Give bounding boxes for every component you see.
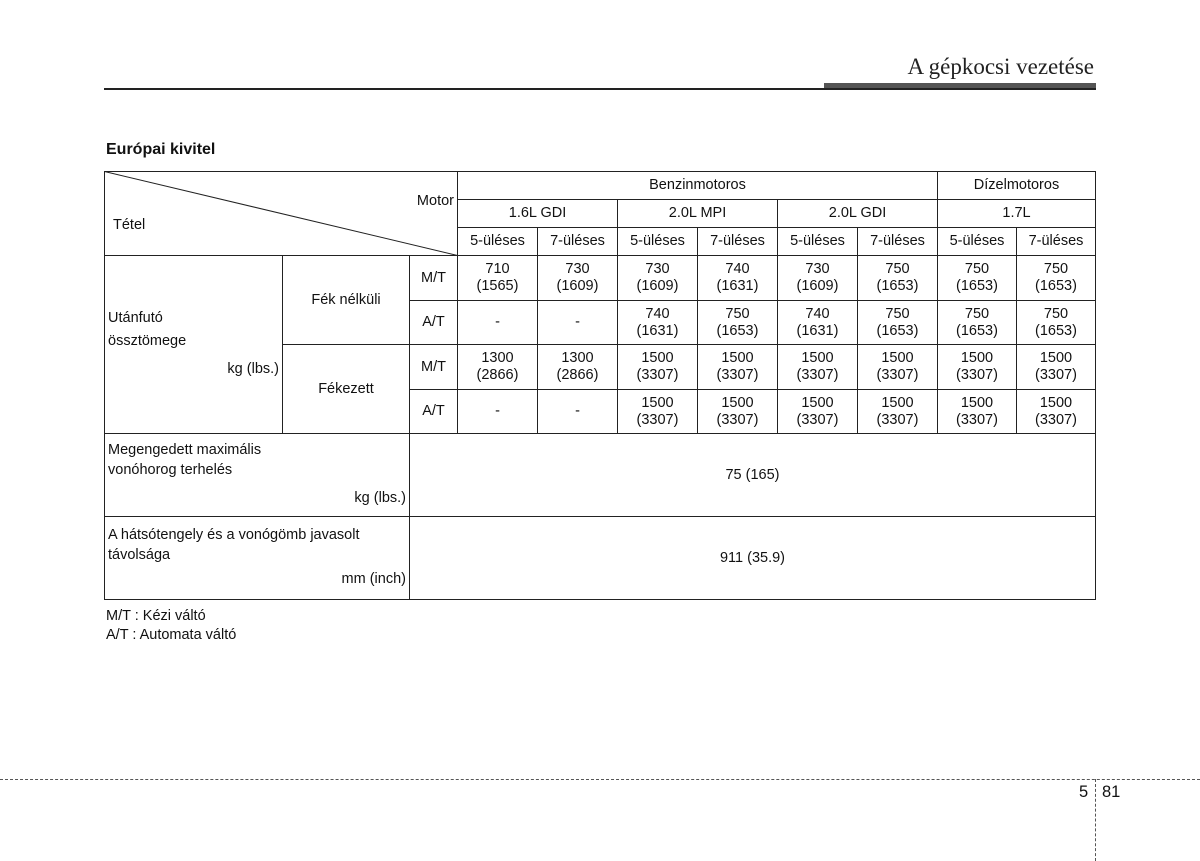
value-cell: 1300 (2866) bbox=[556, 350, 599, 383]
value-cell: 1500 (3307) bbox=[876, 394, 919, 428]
value-cell: 740 (1631) bbox=[796, 305, 839, 339]
value-cell: 730 (1609) bbox=[636, 261, 679, 294]
value-cell: 750 (1653) bbox=[956, 261, 998, 294]
trailer-label: össztömege bbox=[108, 332, 187, 349]
transmission-label: M/T bbox=[421, 269, 446, 286]
value-cell: 1500 (3307) bbox=[796, 350, 839, 383]
value-cell: 1500 (3307) bbox=[636, 350, 679, 383]
trailer-unit: kg (lbs.) bbox=[227, 360, 279, 377]
engine-header: 2.0L MPI bbox=[668, 205, 727, 221]
corner-item-label: Tétel bbox=[113, 216, 146, 233]
value-cell: 750 (1653) bbox=[876, 305, 919, 339]
group-diesel: Dízelmotoros bbox=[973, 177, 1060, 193]
seats-header: 5-üléses bbox=[790, 233, 845, 249]
distance-label: A hátsótengely és a vonógömb javasolt bbox=[108, 526, 360, 543]
braked-label: Fékezett bbox=[318, 380, 374, 397]
value-cell: 1500 (3307) bbox=[716, 350, 759, 383]
value-cell: 1500 (3307) bbox=[716, 394, 759, 428]
chapter-header-title: A gépkocsi vezetése bbox=[907, 54, 1094, 79]
footer-dashed-divider bbox=[1095, 779, 1096, 861]
transmission-label: A/T bbox=[422, 314, 445, 330]
value-cell: 740 (1631) bbox=[716, 261, 759, 294]
value-cell: 710 (1565) bbox=[476, 261, 519, 294]
value-cell: 1500 (3307) bbox=[1035, 350, 1077, 383]
seats-header: 7-üléses bbox=[1028, 233, 1084, 249]
footnote-automatic: A/T : Automata váltó bbox=[106, 627, 237, 643]
distance-value: 911 (35.9) bbox=[719, 549, 786, 566]
transmission-label: M/T bbox=[421, 358, 446, 375]
page-number: 81 bbox=[1102, 783, 1121, 801]
seats-header: 5-üléses bbox=[949, 233, 1005, 249]
distance-label: távolsága bbox=[108, 546, 171, 563]
value-cell: 1500 (3307) bbox=[1035, 394, 1077, 428]
hitch-label: Megengedett maximális bbox=[108, 441, 262, 458]
value-cell: - bbox=[495, 403, 500, 419]
corner-motor-label: Motor bbox=[416, 192, 454, 209]
value-cell: 1500 (3307) bbox=[956, 350, 998, 383]
trailer-label: Utánfutó bbox=[108, 309, 163, 326]
hitch-unit: kg (lbs.) bbox=[354, 489, 406, 506]
value-cell: 730 (1609) bbox=[556, 261, 599, 294]
transmission-label: A/T bbox=[422, 403, 445, 419]
value-cell: - bbox=[575, 403, 580, 419]
seats-header: 5-üléses bbox=[630, 233, 685, 249]
value-cell: 750 (1653) bbox=[1035, 261, 1077, 294]
value-cell: 1300 (2866) bbox=[476, 350, 519, 383]
seats-header: 5-üléses bbox=[470, 233, 525, 249]
distance-unit: mm (inch) bbox=[341, 570, 406, 587]
value-cell: 750 (1653) bbox=[956, 305, 998, 339]
group-petrol: Benzinmotoros bbox=[649, 177, 746, 193]
footnote-manual: M/T : Kézi váltó bbox=[106, 608, 206, 624]
hitch-value: 75 (165) bbox=[725, 466, 780, 483]
value-cell: 750 (1653) bbox=[1035, 305, 1077, 339]
seats-header: 7-üléses bbox=[710, 233, 765, 249]
section-title: Európai kivitel bbox=[106, 141, 216, 158]
value-cell: - bbox=[495, 314, 500, 330]
value-cell: 1500 (3307) bbox=[876, 350, 919, 383]
value-cell: 730 (1609) bbox=[796, 261, 839, 294]
footer-dashed-rule bbox=[0, 779, 1200, 780]
seats-header: 7-üléses bbox=[550, 233, 605, 249]
seats-header: 7-üléses bbox=[870, 233, 925, 249]
value-cell: 1500 (3307) bbox=[636, 394, 679, 428]
value-cell: 1500 (3307) bbox=[956, 394, 998, 428]
page-chapter-number: 5 bbox=[1079, 783, 1089, 801]
value-cell: 740 (1631) bbox=[636, 305, 679, 339]
value-cell: 750 (1653) bbox=[716, 305, 759, 339]
engine-header: 1.6L GDI bbox=[508, 205, 567, 221]
engine-header: 2.0L GDI bbox=[828, 205, 887, 221]
value-cell: 750 (1653) bbox=[876, 261, 919, 294]
engine-header: 1.7L bbox=[1002, 205, 1031, 221]
hitch-label: vonóhorog terhelés bbox=[108, 461, 233, 478]
value-cell: 1500 (3307) bbox=[796, 394, 839, 428]
unbraked-label: Fék nélküli bbox=[311, 291, 381, 308]
value-cell: - bbox=[575, 314, 580, 330]
